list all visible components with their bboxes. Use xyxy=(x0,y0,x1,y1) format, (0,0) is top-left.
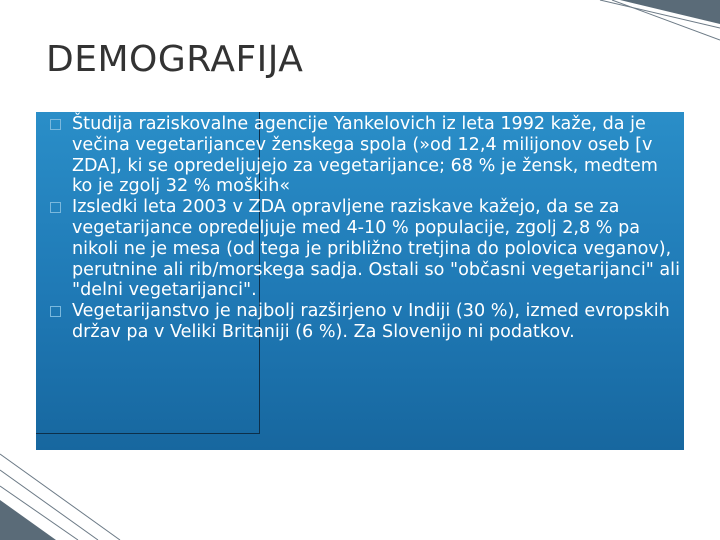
slide-title: DEMOGRAFIJA xyxy=(46,39,304,80)
bullet-item xyxy=(50,301,680,343)
bullet-text: Izsledki leta 2003 v ZDA opravljene raziskave kažejo, da se za vegetarijance opredeljuje med 4-10 % populacije, zgolj 2,8 % pa nikoli ne je mesa (od tega je približno tretjina do polovica veganov), perutnine ali rib/morskega sadja. Ostali so "občasni vegetarijanci" ali "delni vegetarijanci". xyxy=(72,197,680,301)
square-bullet-icon xyxy=(50,306,61,317)
bullet-list xyxy=(50,114,680,343)
square-bullet-icon xyxy=(50,119,61,130)
bullet-item xyxy=(50,197,680,301)
bullet-item xyxy=(50,114,680,197)
bullet-text: Vegetarijanstvo je najbolj razširjeno v Indiji (30 %), izmed evropskih držav pa v Veliki Britaniji (6 %). Za Slovenijo ni podatkov. xyxy=(72,301,670,342)
square-bullet-icon xyxy=(50,202,61,213)
bullet-text: Študija raziskovalne agencije Yankelovich iz leta 1992 kaže, da je večina vegetarijancev ženskega spola (»od 12,4 milijonov oseb [v ZDA], ki se opredeljujejo za vegetarijance; 68 % je žensk, medtem ko je zgolj 32 % moških« xyxy=(72,114,658,197)
